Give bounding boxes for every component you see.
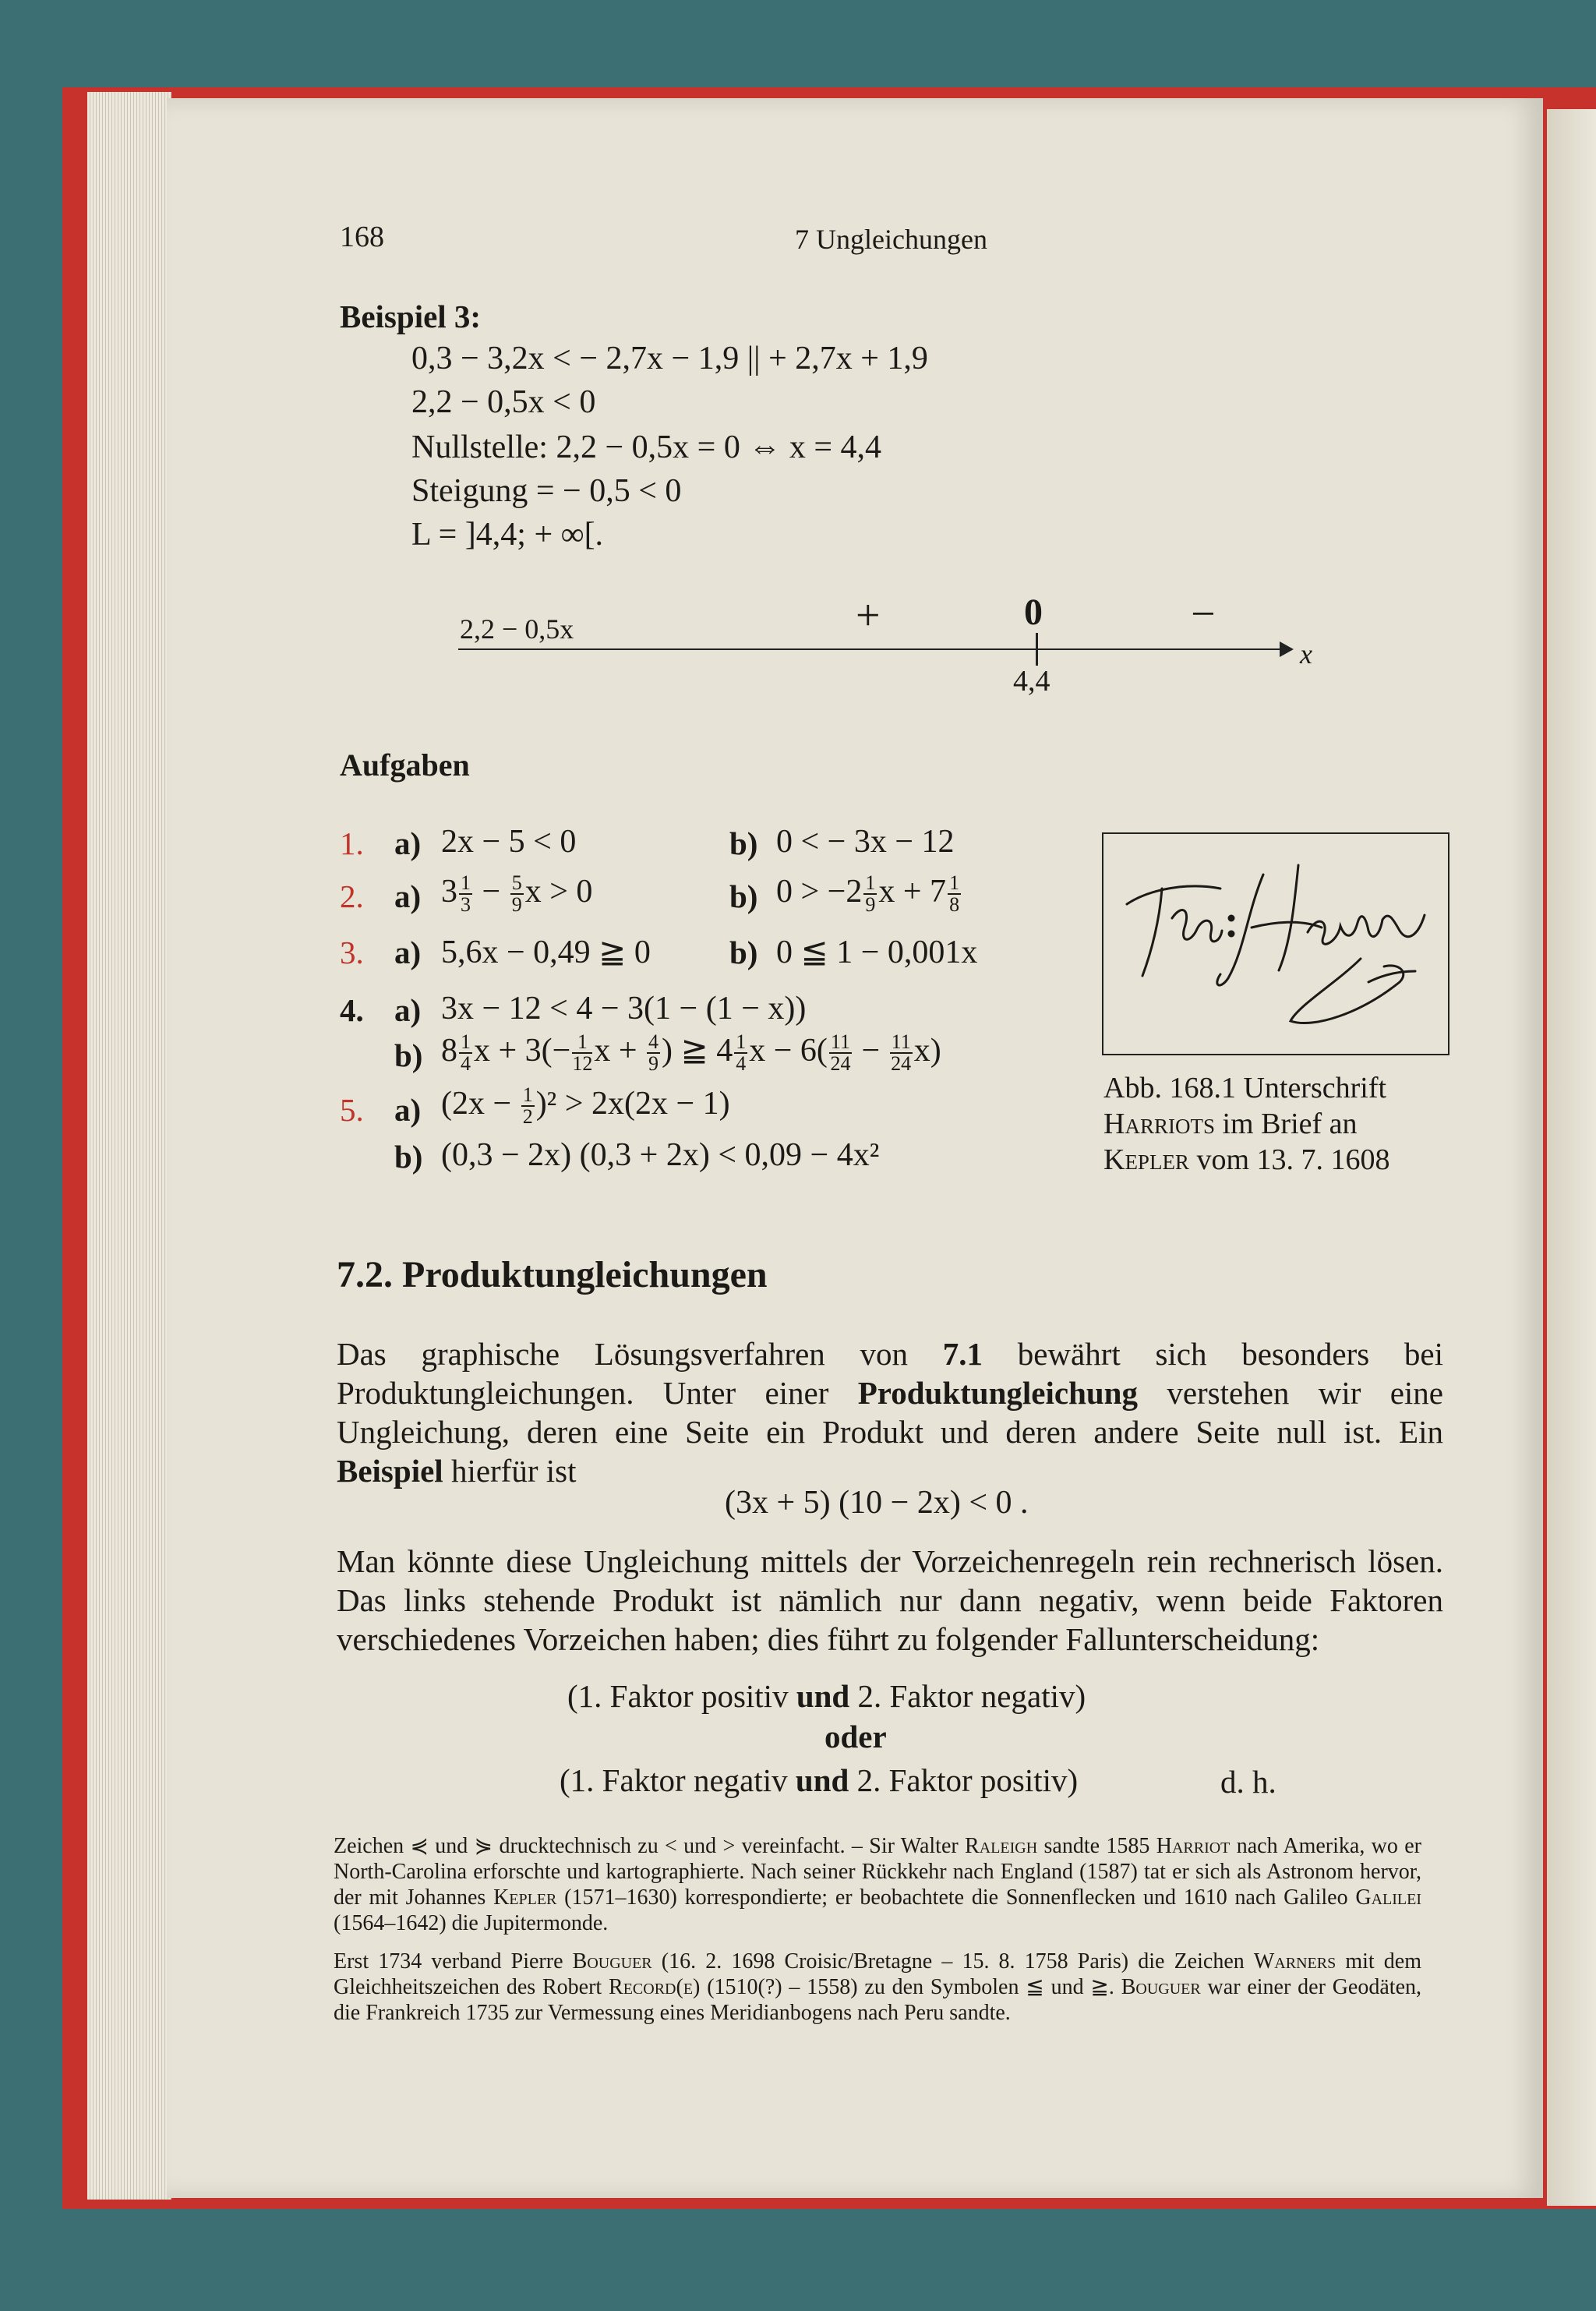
numberline-tick	[1036, 633, 1038, 666]
numberline-axis-label: x	[1300, 638, 1312, 670]
exercise-part-label: a)	[394, 825, 422, 861]
figure-caption: Harriots im Brief an	[1103, 1108, 1358, 1140]
example-line: Steigung = − 0,5 < 0	[411, 473, 682, 509]
exercise-expression: 3 $\frac{1}{3}$ − $\frac{5}{9}$ x > 0	[441, 871, 593, 917]
case-line: (1. Faktor positiv und 2. Faktor negativ)	[567, 1678, 1086, 1714]
example-line: Nullstelle: 2,2 − 0,5x = 0 ⇔ x = 4,4	[411, 429, 882, 465]
page-edges	[87, 92, 171, 2200]
exercise-expression: 0 < − 3x − 12	[776, 824, 955, 860]
next-page-edge	[1547, 109, 1596, 2206]
exercise-expression: (0,3 − 2x) (0,3 + 2x) < 0,09 − 4x²	[441, 1137, 880, 1173]
numberline-point-label: 4,4	[1013, 665, 1050, 698]
exercise-number: 2.	[340, 878, 364, 914]
numberline-arrowhead	[1280, 641, 1294, 657]
footnote: Zeichen ⋞ und ⋟ drucktechnisch zu < und > vereinfacht. – Sir Walter Raleigh sandte 1585 Harriot nach Amerika, wo er North-Carolina erforschte und kartographierte. Nach seiner Rückkehr nach England (1587) tat er sich als Astronom hervor, der mit Johannes Kepler (1571–1630) korrespondierte; er beobachtete die Sonnenflecken und 1610 nach Galileo Galilei (1564–1642) die Jupitermonde.	[334, 1834, 1421, 1935]
exercise-part-label: b)	[729, 878, 758, 914]
numberline-expression: 2,2 − 0,5x	[460, 613, 574, 645]
exercise-expression: 0 > −2 $\frac{1}{9}$ x + 7 $\frac{1}{8}$	[776, 871, 960, 917]
example-title: Beispiel 3:	[340, 299, 482, 334]
formula: (3x + 5) (10 − 2x) < 0 .	[725, 1485, 1029, 1521]
exercise-expression: 8 $\frac{1}{4}$ x + 3(− $\frac{1}{12}$ x + $\frac{4}{9}$ ) ≧ 4 $\frac{1}{4}$ x − 6( $\frac{11}{24}$ − $\frac{11}{24}$ x)	[441, 1030, 941, 1076]
numberline-minus-sign: −	[1191, 590, 1216, 638]
exercise-number: 3.	[340, 935, 364, 970]
exercise-part-label: a)	[394, 935, 422, 970]
figure-caption: Abb. 168.1 Unterschrift	[1103, 1072, 1387, 1104]
dh-text: d. h.	[1220, 1764, 1276, 1800]
exercise-expression: 0 ≦ 1 − 0,001x	[776, 935, 978, 970]
example-line: L = ]4,4; + ∞[.	[411, 517, 604, 553]
footnote: Erst 1734 verband Pierre Bouguer (16. 2. 1698 Croisic/Bretagne – 15. 8. 1758 Paris) die Zeichen Warners mit dem Gleichheitszeichen des Robert Record(e) (1510(?) – 1558) zu den Symbolen ≦ und ≧. Bouguer war einer der Geodäten, die Frankreich 1735 zur Vermessung eines Meridianbogens nach Peru sandte.	[334, 1949, 1422, 2025]
exercise-part-label: b)	[729, 935, 758, 970]
exercise-part-label: a)	[394, 878, 422, 914]
exercise-part-label: a)	[394, 1092, 422, 1128]
page-number: 168	[340, 221, 384, 253]
section-heading: 7.2. Produktungleichungen	[337, 1254, 768, 1295]
numberline-axis	[458, 648, 1284, 650]
example-line: 0,3 − 3,2x < − 2,7x − 1,9 || + 2,7x + 1,9	[411, 341, 928, 376]
exercise-number: 5.	[340, 1092, 364, 1128]
example-line: 2,2 − 0,5x < 0	[411, 384, 596, 420]
exercise-number: 1.	[340, 825, 364, 861]
signature-figure	[1102, 832, 1449, 1055]
exercise-expression: 2x − 5 < 0	[441, 824, 577, 860]
numberline-zero: 0	[1024, 592, 1043, 633]
section-paragraph: Das graphische Lösungsverfahren von 7.1 bewährt sich besonders bei Produktungleichungen. Unter einer Produktungleichung verstehen wir eine Ungleichung, deren eine Seite ein Produkt und deren andere Seite null ist. Ein Beispiel hierfür ist	[337, 1336, 1443, 1489]
exercise-part-label: a)	[394, 992, 422, 1028]
exercise-part-label: b)	[729, 825, 758, 861]
exercise-expression: 3x − 12 < 4 − 3(1 − (1 − x))	[441, 991, 807, 1027]
exercise-number: 4.	[340, 992, 364, 1028]
signature-image	[1103, 834, 1448, 1054]
exercise-expression: 5,6x − 0,49 ≧ 0	[441, 935, 651, 970]
exercise-part-label: b)	[394, 1139, 423, 1175]
section-paragraph: Man könnte diese Ungleichung mittels der Vorzeichenregeln rein rechnerisch lösen. Das links stehende Produkt ist nämlich nur dann negativ, wenn beide Faktoren verschiedenes Vorzeichen haben; dies führt zu folgender Fallunterscheidung:	[337, 1543, 1443, 1657]
exercises-title: Aufgaben	[340, 747, 470, 783]
figure-caption: Kepler vom 13. 7. 1608	[1103, 1143, 1390, 1176]
running-header: 7 Ungleichungen	[795, 224, 987, 255]
exercise-part-label: b)	[394, 1037, 423, 1073]
case-line: (1. Faktor negativ und 2. Faktor positiv)	[560, 1762, 1079, 1798]
exercise-expression: (2x − $\frac{1}{2}$ )² > 2x(2x − 1)	[441, 1083, 730, 1129]
numberline-plus-sign: +	[856, 592, 881, 640]
or-connector: oder	[824, 1719, 887, 1754]
